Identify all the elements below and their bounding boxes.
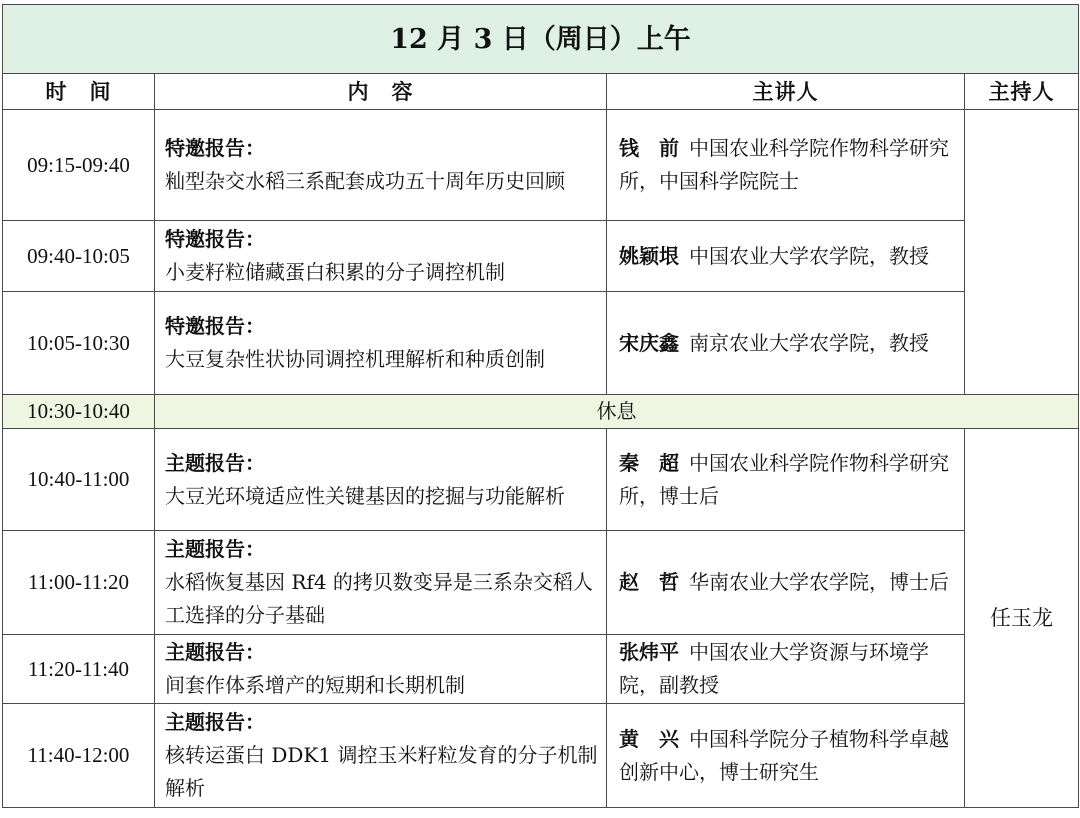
speaker-cell <box>607 110 965 221</box>
speaker-cell <box>607 221 965 292</box>
table-row <box>3 292 1079 395</box>
speaker-name: 钱 前 <box>619 136 679 160</box>
speaker-affiliation: 中国科学院分子植物科学卓越创新中心，博士研究生 <box>619 726 949 784</box>
host-cell <box>965 110 1079 395</box>
speaker-affiliation: 华南农业大学农学院，博士后 <box>689 570 949 594</box>
speaker-cell <box>607 292 965 395</box>
speaker-name: 宋庆鑫 <box>619 330 679 355</box>
speaker-affiliation: 中国农业大学农学院，教授 <box>689 243 929 268</box>
report-topic: 大豆复杂性状协同调控机理解析和种质创制 <box>165 347 545 371</box>
host-cell: 任玉龙 <box>965 429 1079 808</box>
schedule-table <box>2 4 1079 808</box>
table-row <box>3 429 1079 531</box>
report-topic: 间套作体系增产的短期和长期机制 <box>165 673 465 697</box>
table-row <box>3 110 1079 221</box>
table-row <box>3 531 1079 635</box>
header-content: 内 容 <box>155 74 607 110</box>
content-cell <box>155 292 607 395</box>
time-cell: 11:00-11:20 <box>3 531 155 635</box>
break-row <box>3 395 1079 429</box>
report-type: 主题报告： <box>165 640 265 664</box>
header-speaker: 主讲人 <box>607 74 965 110</box>
speaker-name: 张炜平 <box>619 640 679 664</box>
speaker-affiliation: 南京农业大学农学院，教授 <box>689 330 929 355</box>
content-cell <box>155 704 607 808</box>
break-time: 10:30-10:40 <box>3 395 155 429</box>
table-row <box>3 635 1079 704</box>
time-cell: 09:15-09:40 <box>3 110 155 221</box>
speaker-name: 赵 哲 <box>619 570 679 594</box>
report-type: 主题报告： <box>165 710 265 734</box>
header-time: 时 间 <box>3 74 155 110</box>
speaker-name: 黄 兴 <box>619 726 679 751</box>
report-type: 特邀报告： <box>165 227 265 251</box>
report-topic: 大豆光环境适应性关键基因的挖掘与功能解析 <box>165 483 565 508</box>
session-title: 12 月 3 日（周日）上午 <box>3 5 1079 74</box>
speaker-affiliation: 中国农业科学院作物科学研究所，中国科学院院士 <box>619 136 949 193</box>
time-cell: 10:05-10:30 <box>3 292 155 395</box>
speaker-cell <box>607 429 965 531</box>
speaker-cell <box>607 704 965 808</box>
speaker-cell <box>607 531 965 635</box>
time-cell: 11:20-11:40 <box>3 635 155 704</box>
title-row <box>3 5 1079 74</box>
time-cell: 11:40-12:00 <box>3 704 155 808</box>
table-row <box>3 704 1079 808</box>
speaker-name: 姚颖垠 <box>619 243 679 268</box>
speaker-affiliation: 中国农业科学院作物科学研究所，博士后 <box>619 450 949 508</box>
report-type: 主题报告： <box>165 537 265 561</box>
report-type: 特邀报告： <box>165 314 265 338</box>
content-cell <box>155 531 607 635</box>
break-label: 休息 <box>155 395 1079 429</box>
speaker-cell <box>607 635 965 704</box>
header-host: 主持人 <box>965 74 1079 110</box>
time-cell: 09:40-10:05 <box>3 221 155 292</box>
speaker-affiliation: 中国农业大学资源与环境学院，副教授 <box>619 640 929 697</box>
time-cell: 10:40-11:00 <box>3 429 155 531</box>
table-row <box>3 221 1079 292</box>
speaker-name: 秦 超 <box>619 450 679 475</box>
report-topic: 核转运蛋白 DDK1 调控玉米籽粒发育的分子机制解析 <box>165 743 598 800</box>
report-topic: 籼型杂交水稻三系配套成功五十周年历史回顾 <box>165 169 565 193</box>
report-topic: 水稻恢复基因 Rf4 的拷贝数变异是三系杂交稻人工选择的分子基础 <box>165 570 593 627</box>
report-topic: 小麦籽粒储藏蛋白积累的分子调控机制 <box>165 260 505 284</box>
header-row <box>3 74 1079 110</box>
report-type: 特邀报告： <box>165 136 265 160</box>
report-type: 主题报告： <box>165 450 265 475</box>
content-cell <box>155 429 607 531</box>
content-cell <box>155 221 607 292</box>
content-cell <box>155 110 607 221</box>
content-cell <box>155 635 607 704</box>
